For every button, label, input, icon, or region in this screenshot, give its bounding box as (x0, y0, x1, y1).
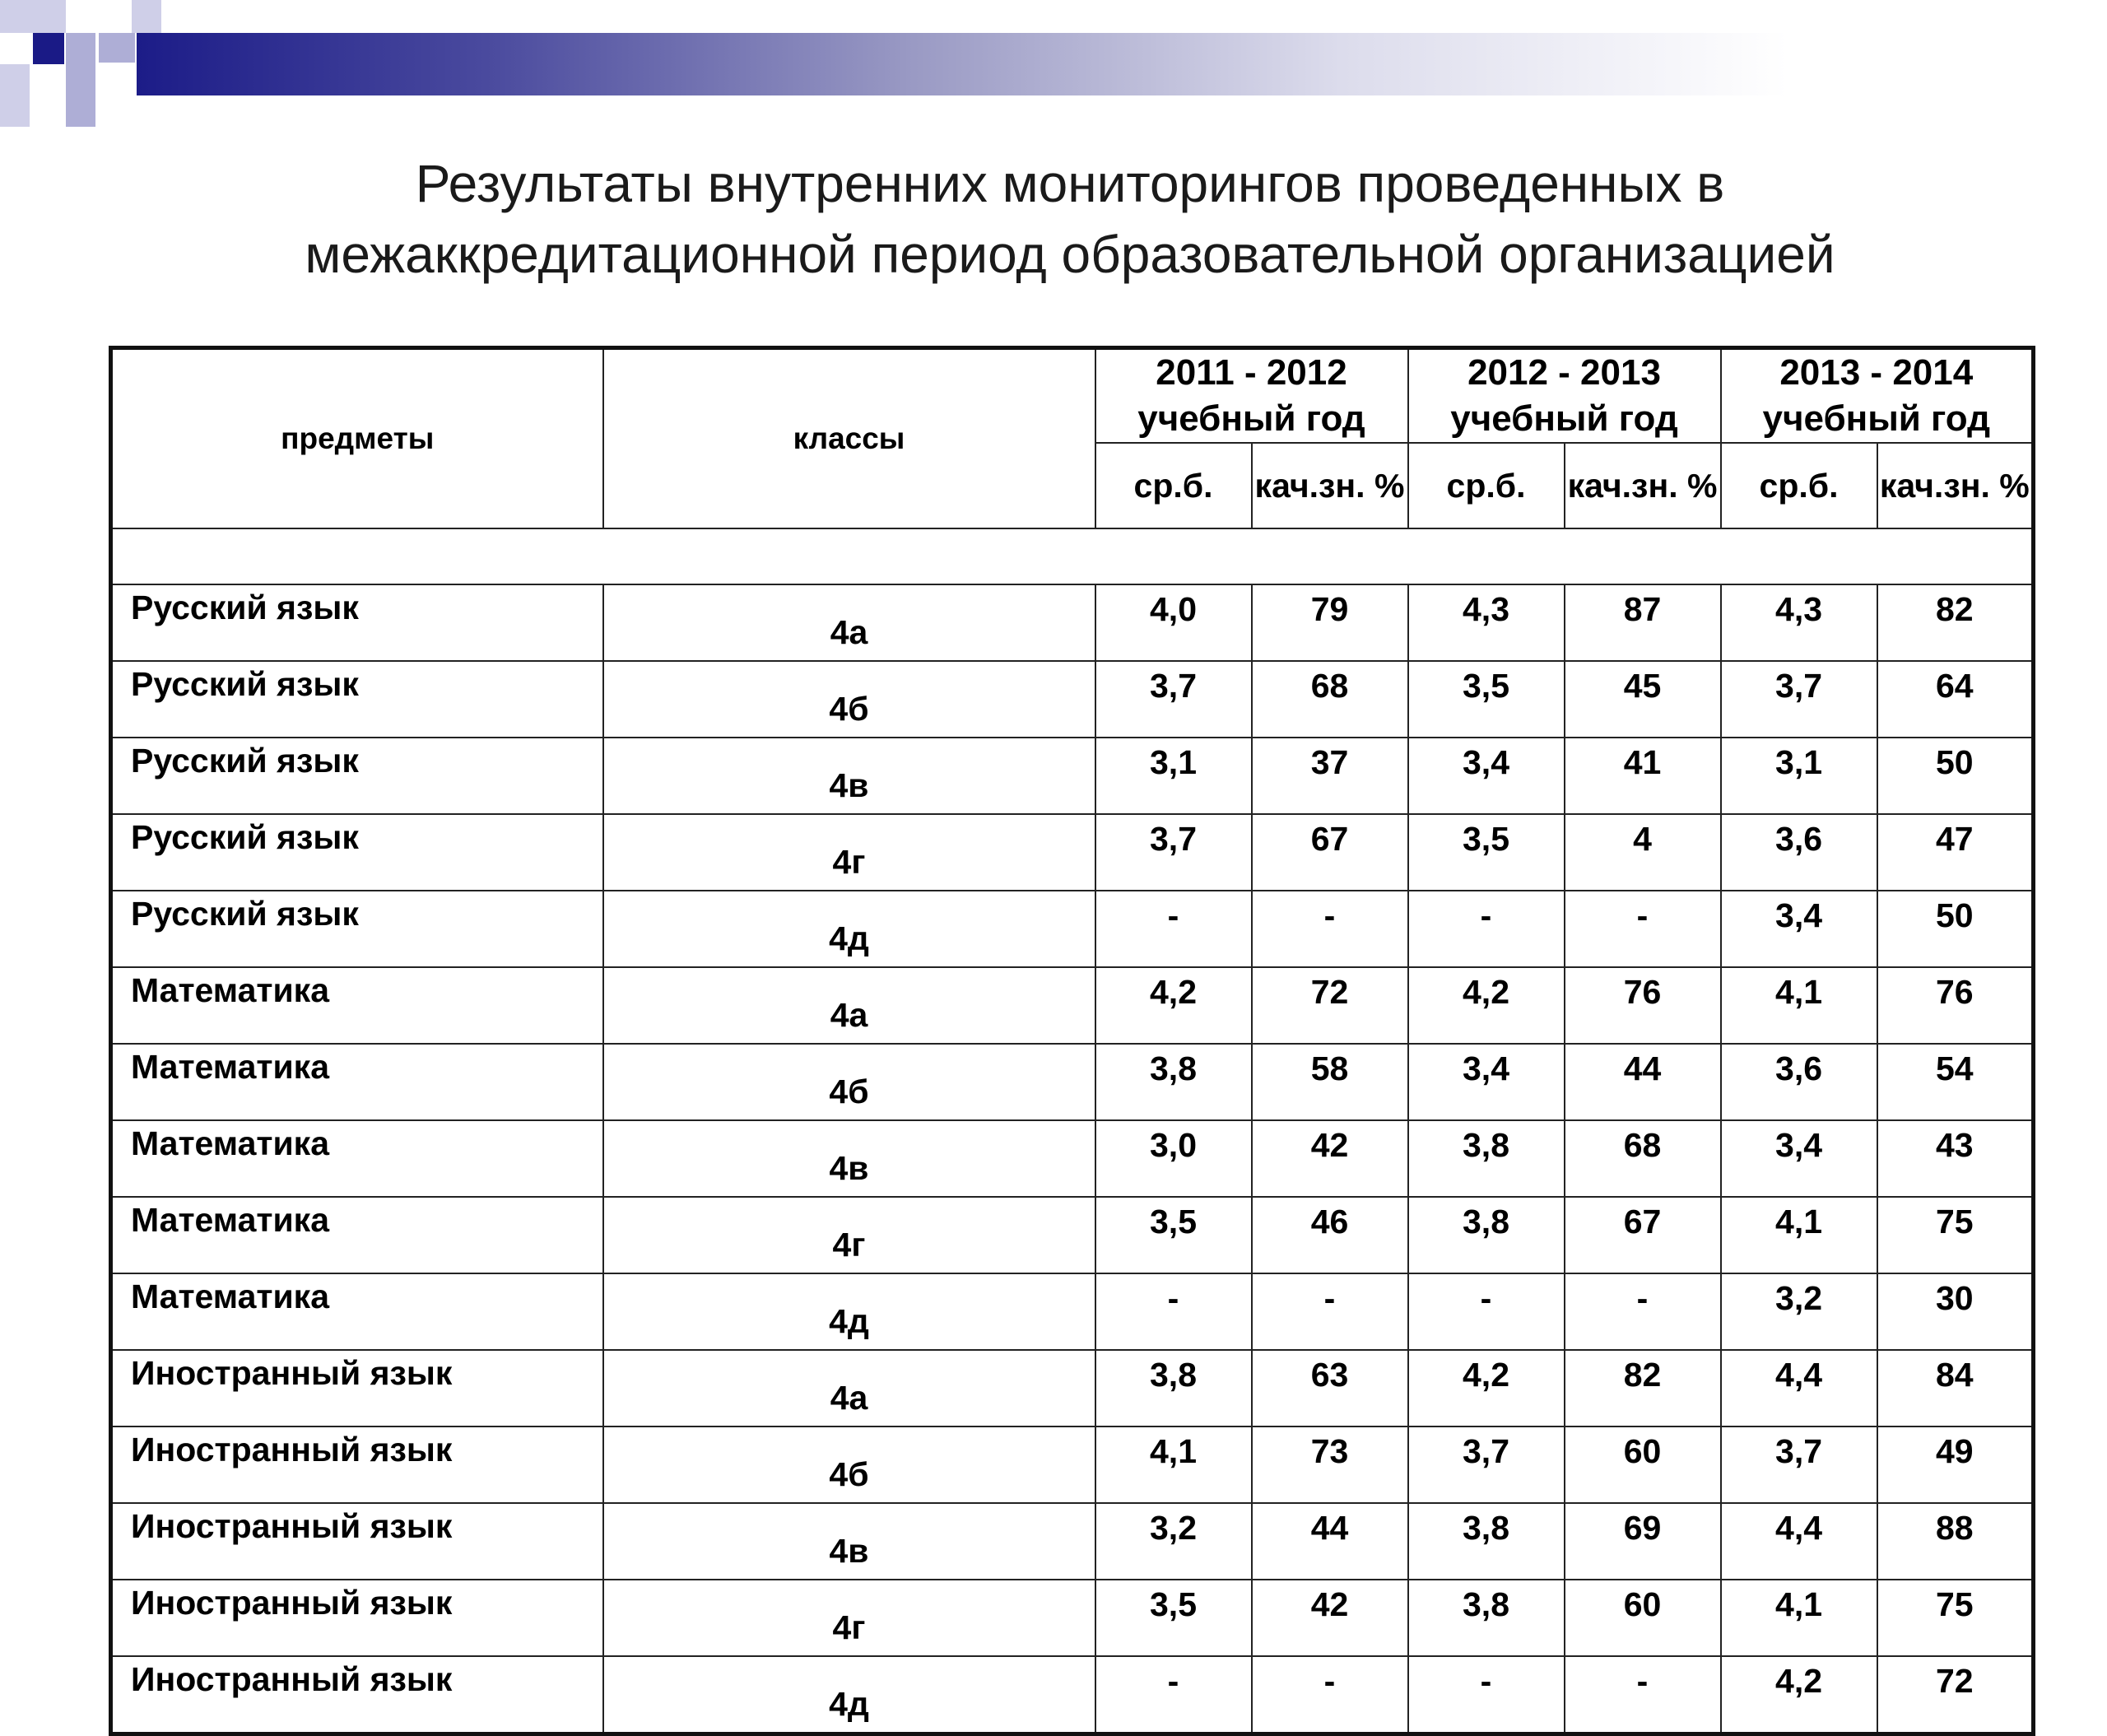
avg-2013-2014-cell: 3,1 (1721, 738, 1877, 814)
quality-2012-2013-cell: 68 (1565, 1120, 1721, 1197)
table-row (111, 1120, 2034, 1197)
class-cell: 4д (603, 1656, 1095, 1734)
quality-2011-2012-cell: 63 (1252, 1350, 1408, 1426)
quality-2012-2013-cell: - (1565, 1273, 1721, 1350)
class-cell: 4б (603, 1426, 1095, 1503)
quality-2013-2014-cell: 47 (1877, 814, 2034, 891)
avg-2011-2012-cell: - (1095, 1273, 1252, 1350)
class-cell: 4в (603, 1503, 1095, 1580)
avg-2011-2012-cell: 3,5 (1095, 1197, 1252, 1273)
subject-cell: Иностранный язык (111, 1350, 603, 1426)
quality-2011-2012-cell: 42 (1252, 1120, 1408, 1197)
avg-2013-2014-cell: 4,1 (1721, 1580, 1877, 1656)
header-quality-percent: кач.зн. % (1565, 443, 1721, 528)
slide-title (0, 148, 2107, 290)
quality-2013-2014-cell: 88 (1877, 1503, 2034, 1580)
class-cell: 4г (603, 814, 1095, 891)
avg-2011-2012-cell: 4,1 (1095, 1426, 1252, 1503)
table-row (111, 1656, 2034, 1734)
table-row (111, 661, 2034, 738)
quality-2013-2014-cell: 50 (1877, 738, 2034, 814)
quality-2011-2012-cell: - (1252, 891, 1408, 967)
avg-2011-2012-cell: 4,0 (1095, 584, 1252, 661)
quality-2013-2014-cell: 75 (1877, 1197, 2034, 1273)
avg-2013-2014-cell: 4,4 (1721, 1350, 1877, 1426)
quality-2012-2013-cell: - (1565, 1656, 1721, 1734)
quality-2011-2012-cell: 72 (1252, 967, 1408, 1044)
quality-2012-2013-cell: 76 (1565, 967, 1721, 1044)
header-quality-percent: кач.зн. % (1252, 443, 1408, 528)
table-row (111, 1426, 2034, 1503)
avg-2012-2013-cell: 3,7 (1408, 1426, 1565, 1503)
subject-cell: Математика (111, 1197, 603, 1273)
decor-square-dark (33, 33, 64, 64)
quality-2013-2014-cell: 54 (1877, 1044, 2034, 1120)
subject-cell: Иностранный язык (111, 1656, 603, 1734)
slide-title-line-2: межаккредитационной период образовательной организацией (305, 225, 1835, 284)
header-avg-score: ср.б. (1721, 443, 1877, 528)
avg-2013-2014-cell: 3,4 (1721, 1120, 1877, 1197)
quality-2011-2012-cell: 37 (1252, 738, 1408, 814)
avg-2012-2013-cell: 3,8 (1408, 1120, 1565, 1197)
table-row (111, 967, 2034, 1044)
class-cell: 4д (603, 891, 1095, 967)
quality-2013-2014-cell: 50 (1877, 891, 2034, 967)
decor-square-light (66, 33, 95, 95)
avg-2012-2013-cell: 4,3 (1408, 584, 1565, 661)
header-subjects: предметы (111, 348, 603, 529)
quality-2013-2014-cell: 30 (1877, 1273, 2034, 1350)
avg-2012-2013-cell: 3,8 (1408, 1503, 1565, 1580)
quality-2011-2012-cell: 79 (1252, 584, 1408, 661)
avg-2012-2013-cell: - (1408, 1273, 1565, 1350)
spacer-row (111, 528, 2034, 584)
avg-2013-2014-cell: 3,2 (1721, 1273, 1877, 1350)
quality-2011-2012-cell: - (1252, 1273, 1408, 1350)
avg-2013-2014-cell: 3,4 (1721, 891, 1877, 967)
avg-2013-2014-cell: 3,6 (1721, 1044, 1877, 1120)
quality-2012-2013-cell: 60 (1565, 1580, 1721, 1656)
quality-2013-2014-cell: 64 (1877, 661, 2034, 738)
avg-2013-2014-cell: 3,6 (1721, 814, 1877, 891)
quality-2013-2014-cell: 75 (1877, 1580, 2034, 1656)
quality-2011-2012-cell: 73 (1252, 1426, 1408, 1503)
table-row (111, 1044, 2034, 1120)
quality-2013-2014-cell: 49 (1877, 1426, 2034, 1503)
subject-cell: Русский язык (111, 891, 603, 967)
quality-2013-2014-cell: 84 (1877, 1350, 2034, 1426)
avg-2012-2013-cell: 4,2 (1408, 967, 1565, 1044)
avg-2011-2012-cell: - (1095, 891, 1252, 967)
subject-cell: Русский язык (111, 584, 603, 661)
header-classes: классы (603, 348, 1095, 529)
quality-2012-2013-cell: 67 (1565, 1197, 1721, 1273)
class-cell: 4в (603, 738, 1095, 814)
quality-2011-2012-cell: 44 (1252, 1503, 1408, 1580)
quality-2011-2012-cell: 46 (1252, 1197, 1408, 1273)
avg-2011-2012-cell: 3,8 (1095, 1044, 1252, 1120)
quality-2013-2014-cell: 43 (1877, 1120, 2034, 1197)
table-row (111, 1273, 2034, 1350)
header-year-2011-2012: 2011 - 2012 учебный год (1095, 348, 1408, 444)
results-table (109, 346, 2035, 1736)
quality-2012-2013-cell: 4 (1565, 814, 1721, 891)
decor-square-pale (132, 0, 161, 33)
quality-2013-2014-cell: 82 (1877, 584, 2034, 661)
subject-cell: Иностранный язык (111, 1580, 603, 1656)
slide-title-line-1: Результаты внутренних мониторингов проведенных в (415, 154, 1725, 213)
avg-2013-2014-cell: 4,1 (1721, 967, 1877, 1044)
class-cell: 4а (603, 967, 1095, 1044)
avg-2013-2014-cell: 3,7 (1721, 661, 1877, 738)
subject-cell: Математика (111, 1273, 603, 1350)
spacer-cell (111, 528, 2034, 584)
avg-2011-2012-cell: 4,2 (1095, 967, 1252, 1044)
quality-2012-2013-cell: 82 (1565, 1350, 1721, 1426)
avg-2011-2012-cell: 3,5 (1095, 1580, 1252, 1656)
avg-2011-2012-cell: 3,2 (1095, 1503, 1252, 1580)
table-row (111, 1503, 2034, 1580)
header-gradient-bar (137, 33, 2079, 95)
avg-2013-2014-cell: 4,3 (1721, 584, 1877, 661)
decor-square-pale (0, 64, 30, 127)
avg-2011-2012-cell: 3,1 (1095, 738, 1252, 814)
class-cell: 4г (603, 1580, 1095, 1656)
header-year-2012-2013: 2012 - 2013 учебный год (1408, 348, 1721, 444)
quality-2013-2014-cell: 76 (1877, 967, 2034, 1044)
avg-2013-2014-cell: 3,7 (1721, 1426, 1877, 1503)
class-cell: 4в (603, 1120, 1095, 1197)
class-cell: 4д (603, 1273, 1095, 1350)
quality-2012-2013-cell: 41 (1565, 738, 1721, 814)
avg-2012-2013-cell: 3,5 (1408, 814, 1565, 891)
table-row (111, 584, 2034, 661)
avg-2011-2012-cell: 3,7 (1095, 814, 1252, 891)
avg-2012-2013-cell: 3,5 (1408, 661, 1565, 738)
class-cell: 4а (603, 1350, 1095, 1426)
avg-2012-2013-cell: - (1408, 891, 1565, 967)
decor-square-light (99, 33, 135, 63)
class-cell: 4г (603, 1197, 1095, 1273)
subject-cell: Математика (111, 967, 603, 1044)
quality-2012-2013-cell: - (1565, 891, 1721, 967)
header-avg-score: ср.б. (1408, 443, 1565, 528)
avg-2012-2013-cell: 3,8 (1408, 1580, 1565, 1656)
quality-2011-2012-cell: 58 (1252, 1044, 1408, 1120)
avg-2012-2013-cell: 3,4 (1408, 738, 1565, 814)
table-row (111, 1580, 2034, 1656)
avg-2012-2013-cell: 3,4 (1408, 1044, 1565, 1120)
quality-2012-2013-cell: 87 (1565, 584, 1721, 661)
quality-2013-2014-cell: 72 (1877, 1656, 2034, 1734)
avg-2012-2013-cell: 3,8 (1408, 1197, 1565, 1273)
decor-square-pale (0, 0, 66, 33)
quality-2011-2012-cell: - (1252, 1656, 1408, 1734)
header-quality-percent: кач.зн. % (1877, 443, 2034, 528)
subject-cell: Иностранный язык (111, 1426, 603, 1503)
avg-2013-2014-cell: 4,4 (1721, 1503, 1877, 1580)
quality-2011-2012-cell: 42 (1252, 1580, 1408, 1656)
table-row (111, 814, 2034, 891)
header-year-2013-2014: 2013 - 2014 учебный год (1721, 348, 2034, 444)
header-avg-score: ср.б. (1095, 443, 1252, 528)
avg-2013-2014-cell: 4,1 (1721, 1197, 1877, 1273)
avg-2013-2014-cell: 4,2 (1721, 1656, 1877, 1734)
quality-2012-2013-cell: 60 (1565, 1426, 1721, 1503)
subject-cell: Математика (111, 1044, 603, 1120)
table-row (111, 1350, 2034, 1426)
table-row (111, 738, 2034, 814)
subject-cell: Русский язык (111, 661, 603, 738)
table-row (111, 891, 2034, 967)
avg-2012-2013-cell: - (1408, 1656, 1565, 1734)
subject-cell: Иностранный язык (111, 1503, 603, 1580)
quality-2012-2013-cell: 44 (1565, 1044, 1721, 1120)
subject-cell: Математика (111, 1120, 603, 1197)
decor-square-light (66, 95, 95, 127)
quality-2012-2013-cell: 69 (1565, 1503, 1721, 1580)
quality-2011-2012-cell: 68 (1252, 661, 1408, 738)
subject-cell: Русский язык (111, 738, 603, 814)
class-cell: 4а (603, 584, 1095, 661)
avg-2011-2012-cell: 3,0 (1095, 1120, 1252, 1197)
table-row (111, 1197, 2034, 1273)
avg-2011-2012-cell: 3,7 (1095, 661, 1252, 738)
class-cell: 4б (603, 661, 1095, 738)
class-cell: 4б (603, 1044, 1095, 1120)
quality-2011-2012-cell: 67 (1252, 814, 1408, 891)
avg-2011-2012-cell: - (1095, 1656, 1252, 1734)
avg-2011-2012-cell: 3,8 (1095, 1350, 1252, 1426)
quality-2012-2013-cell: 45 (1565, 661, 1721, 738)
avg-2012-2013-cell: 4,2 (1408, 1350, 1565, 1426)
subject-cell: Русский язык (111, 814, 603, 891)
